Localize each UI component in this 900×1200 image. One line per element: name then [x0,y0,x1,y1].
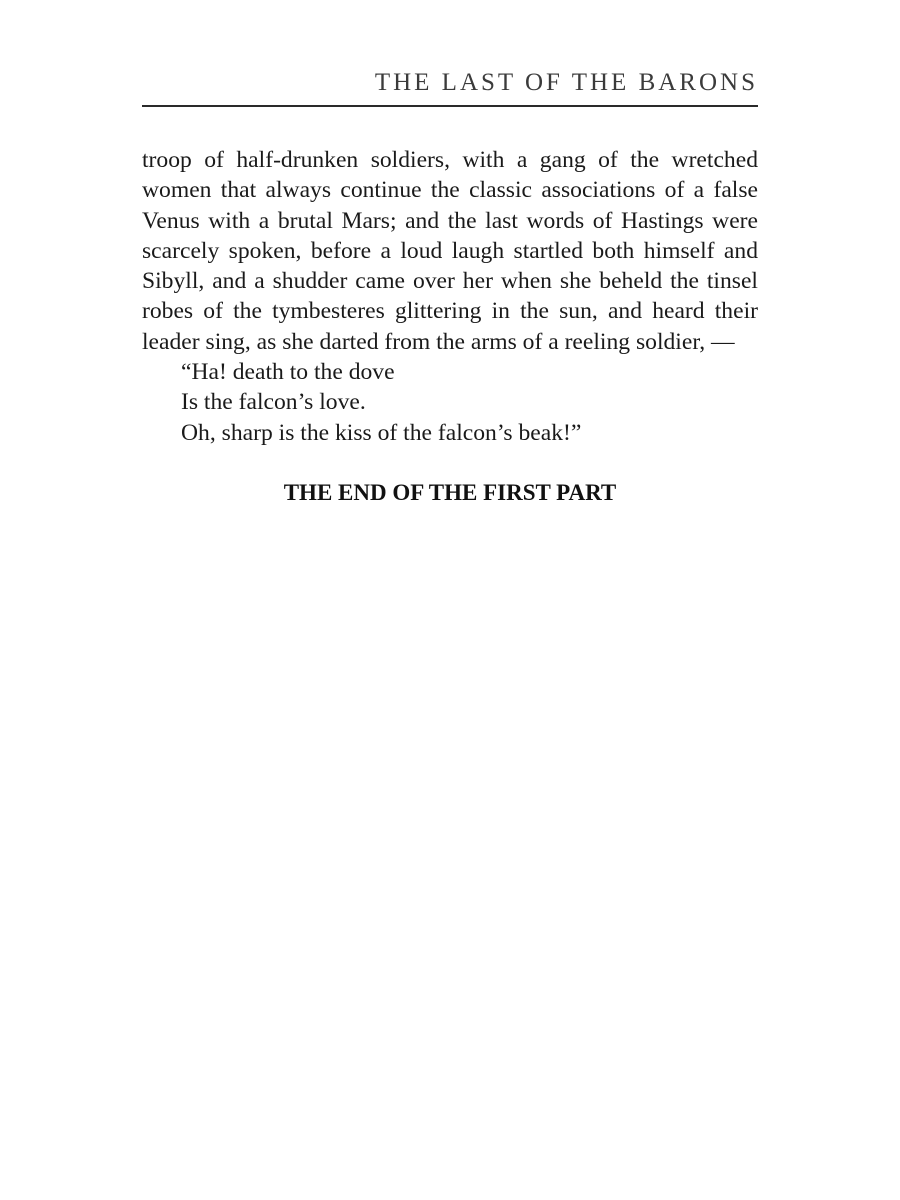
prose-line: women that always continue the classic associations of a false [142,177,758,204]
header-rule [142,105,758,107]
verse-line: Oh, sharp is the kiss of the falcon’s beak!” [181,419,582,446]
prose-line: robes of the tymbesteres glittering in the sun, and heard their [142,298,758,325]
part-end-heading: THE END OF THE FIRST PART [283,480,617,505]
verse-line: Is the falcon’s love. [181,389,366,416]
running-header-title: THE LAST OF THE BARONS [374,69,758,96]
verse-line: “Ha! death to the dove [181,359,395,385]
prose-line: Sibyll, and a shudder came over her when she beheld the tinsel [142,268,758,295]
prose-paragraph [142,145,758,357]
prose-line: Venus with a brutal Mars; and the last words of Hastings were [142,207,758,234]
prose-line: leader sing, as she darted from the arms of a reeling soldier, — [142,328,735,355]
prose-line: scarcely spoken, before a loud laugh startled both himself and [142,237,758,264]
prose-line: troop of half-drunken soldiers, with a gang of the wretched [142,147,758,173]
verse-stanza [181,357,741,448]
